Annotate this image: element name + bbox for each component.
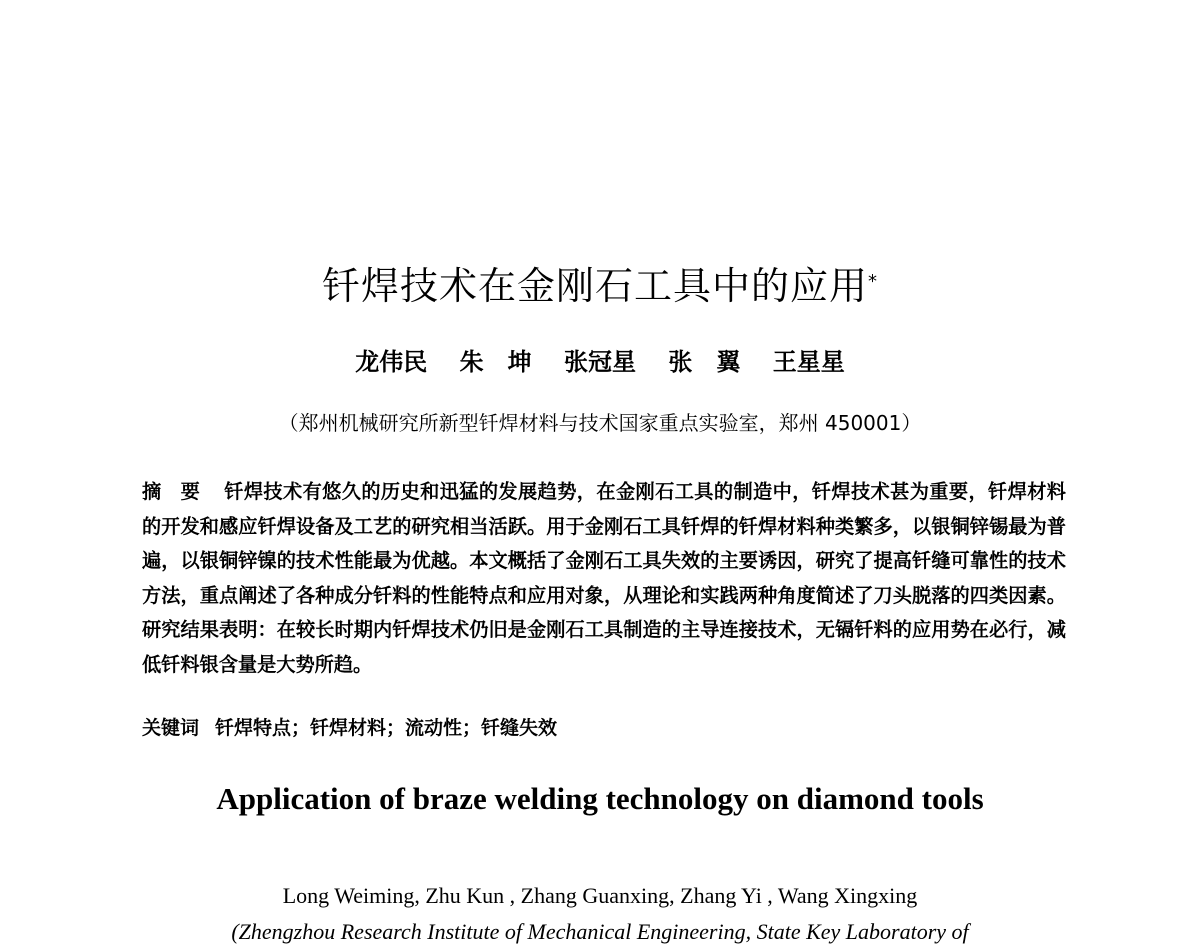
author-cn: 王星星 bbox=[772, 347, 845, 376]
english-affiliation: (Zhengzhou Research Institute of Mechanical Engineering, State Key Laboratory of bbox=[231, 919, 969, 944]
english-authors: Long Weiming, Zhu Kun , Zhang Guanxing, Zhang Yi , Wang Xingxing bbox=[282, 883, 918, 908]
abstract-label: 摘 要 bbox=[142, 480, 207, 503]
abstract-text: 钎焊技术有悠久的历史和迅猛的发展趋势，在金刚石工具的制造中，钎焊技术甚为重要，钎焊材料的开发和感应钎焊设备及工艺的研究相当活跃。用于金刚石工具钎焊的钎焊材料种类繁多，以银铜锌锡最为普遍，以银铜锌镍的技术性能最为优越。本文概括了金刚石工具失效的主要诱因，研究了提高钎缝可靠性的技术方法，重点阐述了各种成分钎料的性能特点和应用对象，从理论和实践两种角度简述了刀头脱落的四类因素。研究结果表明：在较长时期内钎焊技术仍旧是金刚石工具制造的主导连接技术，无镉钎料的应用势在必行，减低钎料银含量是大势所趋。 bbox=[142, 480, 1066, 676]
keywords-text: 钎焊特点；钎焊材料；流动性；钎缝失效 bbox=[215, 717, 558, 739]
keywords-label: 关键词 bbox=[142, 717, 200, 739]
chinese-affiliation: （郑州机械研究所新型钎焊材料与技术国家重点实验室，郑州 450001） bbox=[278, 411, 922, 435]
author-cn: 朱 坤 bbox=[459, 347, 532, 376]
english-title: Application of braze welding technology on diamond tools bbox=[216, 781, 984, 816]
author-cn: 张冠星 bbox=[564, 347, 636, 376]
chinese-abstract bbox=[142, 475, 1066, 682]
chinese-authors bbox=[0, 344, 1200, 380]
author-cn: 龙伟民 bbox=[355, 347, 428, 376]
author-cn: 张 翼 bbox=[668, 347, 741, 376]
chinese-title bbox=[0, 262, 1200, 310]
chinese-keywords bbox=[142, 712, 557, 744]
chinese-title-text: 钎焊技术在金刚石工具中的应用 bbox=[321, 264, 868, 308]
title-footnote-mark: * bbox=[868, 271, 878, 292]
